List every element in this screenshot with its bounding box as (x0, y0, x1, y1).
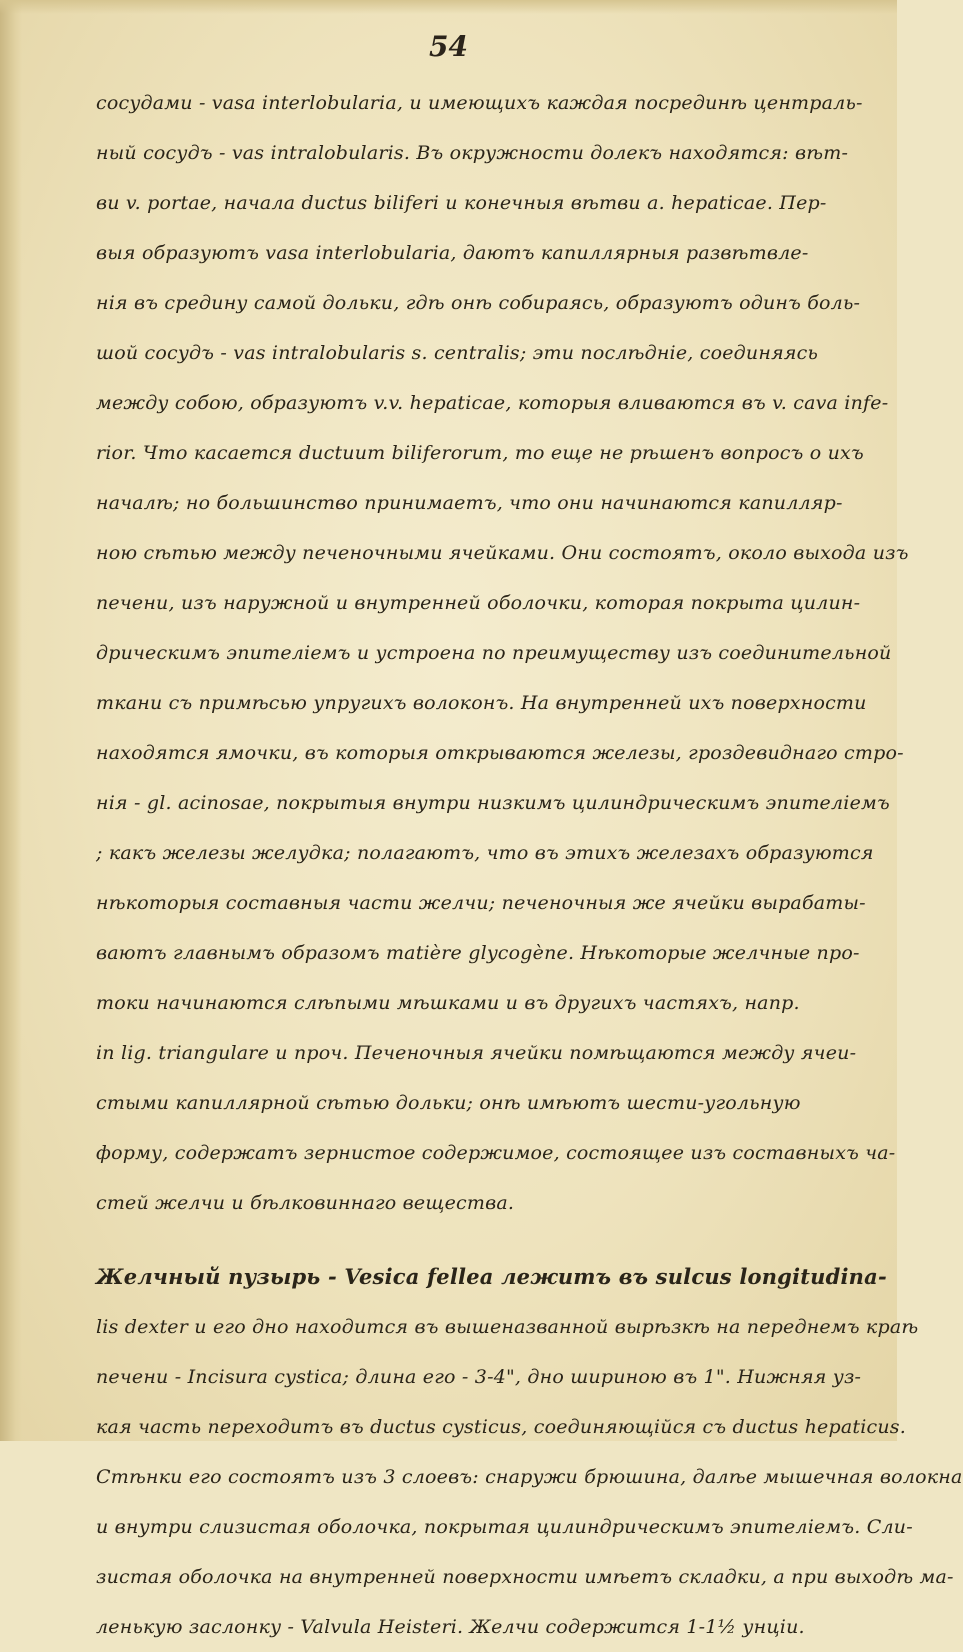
text-line: зистая оболочка на внутренней поверхности имѣетъ складки, а при выходѣ ма- (96, 1566, 954, 1588)
text-line: стыми капиллярной сѣтью дольки; онѣ имѣютъ шести-угольную (96, 1092, 801, 1114)
text-line: lis dexter и его дно находится въ вышеназванной вырѣзкѣ на переднемъ краѣ (96, 1316, 919, 1338)
text-line: ный сосудъ - vas intralobularis. Въ окружности долекъ находятся: вѣт- (96, 142, 849, 164)
text-line: нѣкоторыя составныя части желчи; печеночныя же ячейки вырабаты- (96, 892, 866, 914)
text-line: ви v. portae, начала ductus biliferi и конечныя вѣтви a. hepaticae. Пер- (96, 192, 827, 214)
text-line: Желчный пузырь - Vesica fellea лежитъ въ sulcus longitudina- (96, 1264, 887, 1289)
page-top-edge (0, 0, 897, 14)
text-line: ткани съ примѣсью упругихъ волоконъ. На внутренней ихъ поверхности (96, 692, 867, 714)
text-line: дрическимъ эпителіемъ и устроена по преимуществу изъ соединительной (96, 642, 892, 664)
text-line: нія въ средину самой дольки, гдѣ онѣ собираясь, образуютъ одинъ боль- (96, 292, 861, 314)
text-line: кая часть переходитъ въ ductus cysticus, соединяющійся съ ductus hepaticus. (96, 1416, 906, 1438)
text-line: печени, изъ наружной и внутренней оболочки, которая покрыта цилин- (96, 592, 861, 614)
text-line: in lig. triangulare и проч. Печеночныя ячейки помѣщаются между ячеи- (96, 1042, 857, 1064)
text-line: печени - Incisura cystica; длина его - 3-4", дно шириною въ 1". Нижняя уз- (96, 1366, 862, 1388)
text-line: началѣ; но большинство принимаетъ, что они начинаются капилляр- (96, 492, 843, 514)
text-line: Стѣнки его состоятъ изъ 3 слоевъ: снаружи брюшина, далѣе мышечная волокна (96, 1466, 963, 1488)
page-binding-shadow (0, 0, 22, 1441)
text-line: токи начинаются слѣпыми мѣшками и въ другихъ частяхъ, напр. (96, 992, 800, 1014)
text-line: нія - gl. acinosae, покрытыя внутри низкимъ цилиндрическимъ эпителіемъ (96, 792, 890, 814)
text-line: шой сосудъ - vas intralobularis s. centralis; эти послѣдніе, соединяясь (96, 342, 819, 364)
page-number: 54 (429, 30, 468, 63)
text-line: rior. Что касается ductuum biliferorum, то еще не рѣшенъ вопросъ о ихъ (96, 442, 864, 464)
text-line: ною сѣтью между печеночными ячейками. Они состоятъ, около выхода изъ (96, 542, 909, 564)
text-line: ваютъ главнымъ образомъ matière glycogène. Нѣкоторые желчные про- (96, 942, 860, 964)
text-line: между собою, образуютъ v.v. hepaticae, которыя вливаются въ v. cava infe- (96, 392, 889, 414)
text-line: выя образуютъ vasa interlobularia, даютъ капиллярныя развѣтвле- (96, 242, 809, 264)
handwritten-text-body (96, 78, 963, 1652)
text-line: стей желчи и бѣлковиннаго вещества. (96, 1192, 515, 1214)
text-line: и внутри слизистая оболочка, покрытая цилиндрическимъ эпителіемъ. Сли- (96, 1516, 913, 1538)
text-line: сосудами - vasa interlobularia, и имеющихъ каждая посрединѣ централь- (96, 92, 863, 114)
text-line: ленькую заслонку - Valvula Heisteri. Желчи содержится 1-1½ унціи. (96, 1616, 805, 1638)
text-line: ; какъ железы желудка; полагаютъ, что въ этихъ железахъ образуются (96, 842, 874, 864)
text-line: форму, содержатъ зернистое содержимое, состоящее изъ составныхъ ча- (96, 1142, 896, 1164)
text-line (96, 1228, 876, 1252)
text-line: находятся ямочки, въ которыя открываются железы, гроздевиднаго стро- (96, 742, 904, 764)
